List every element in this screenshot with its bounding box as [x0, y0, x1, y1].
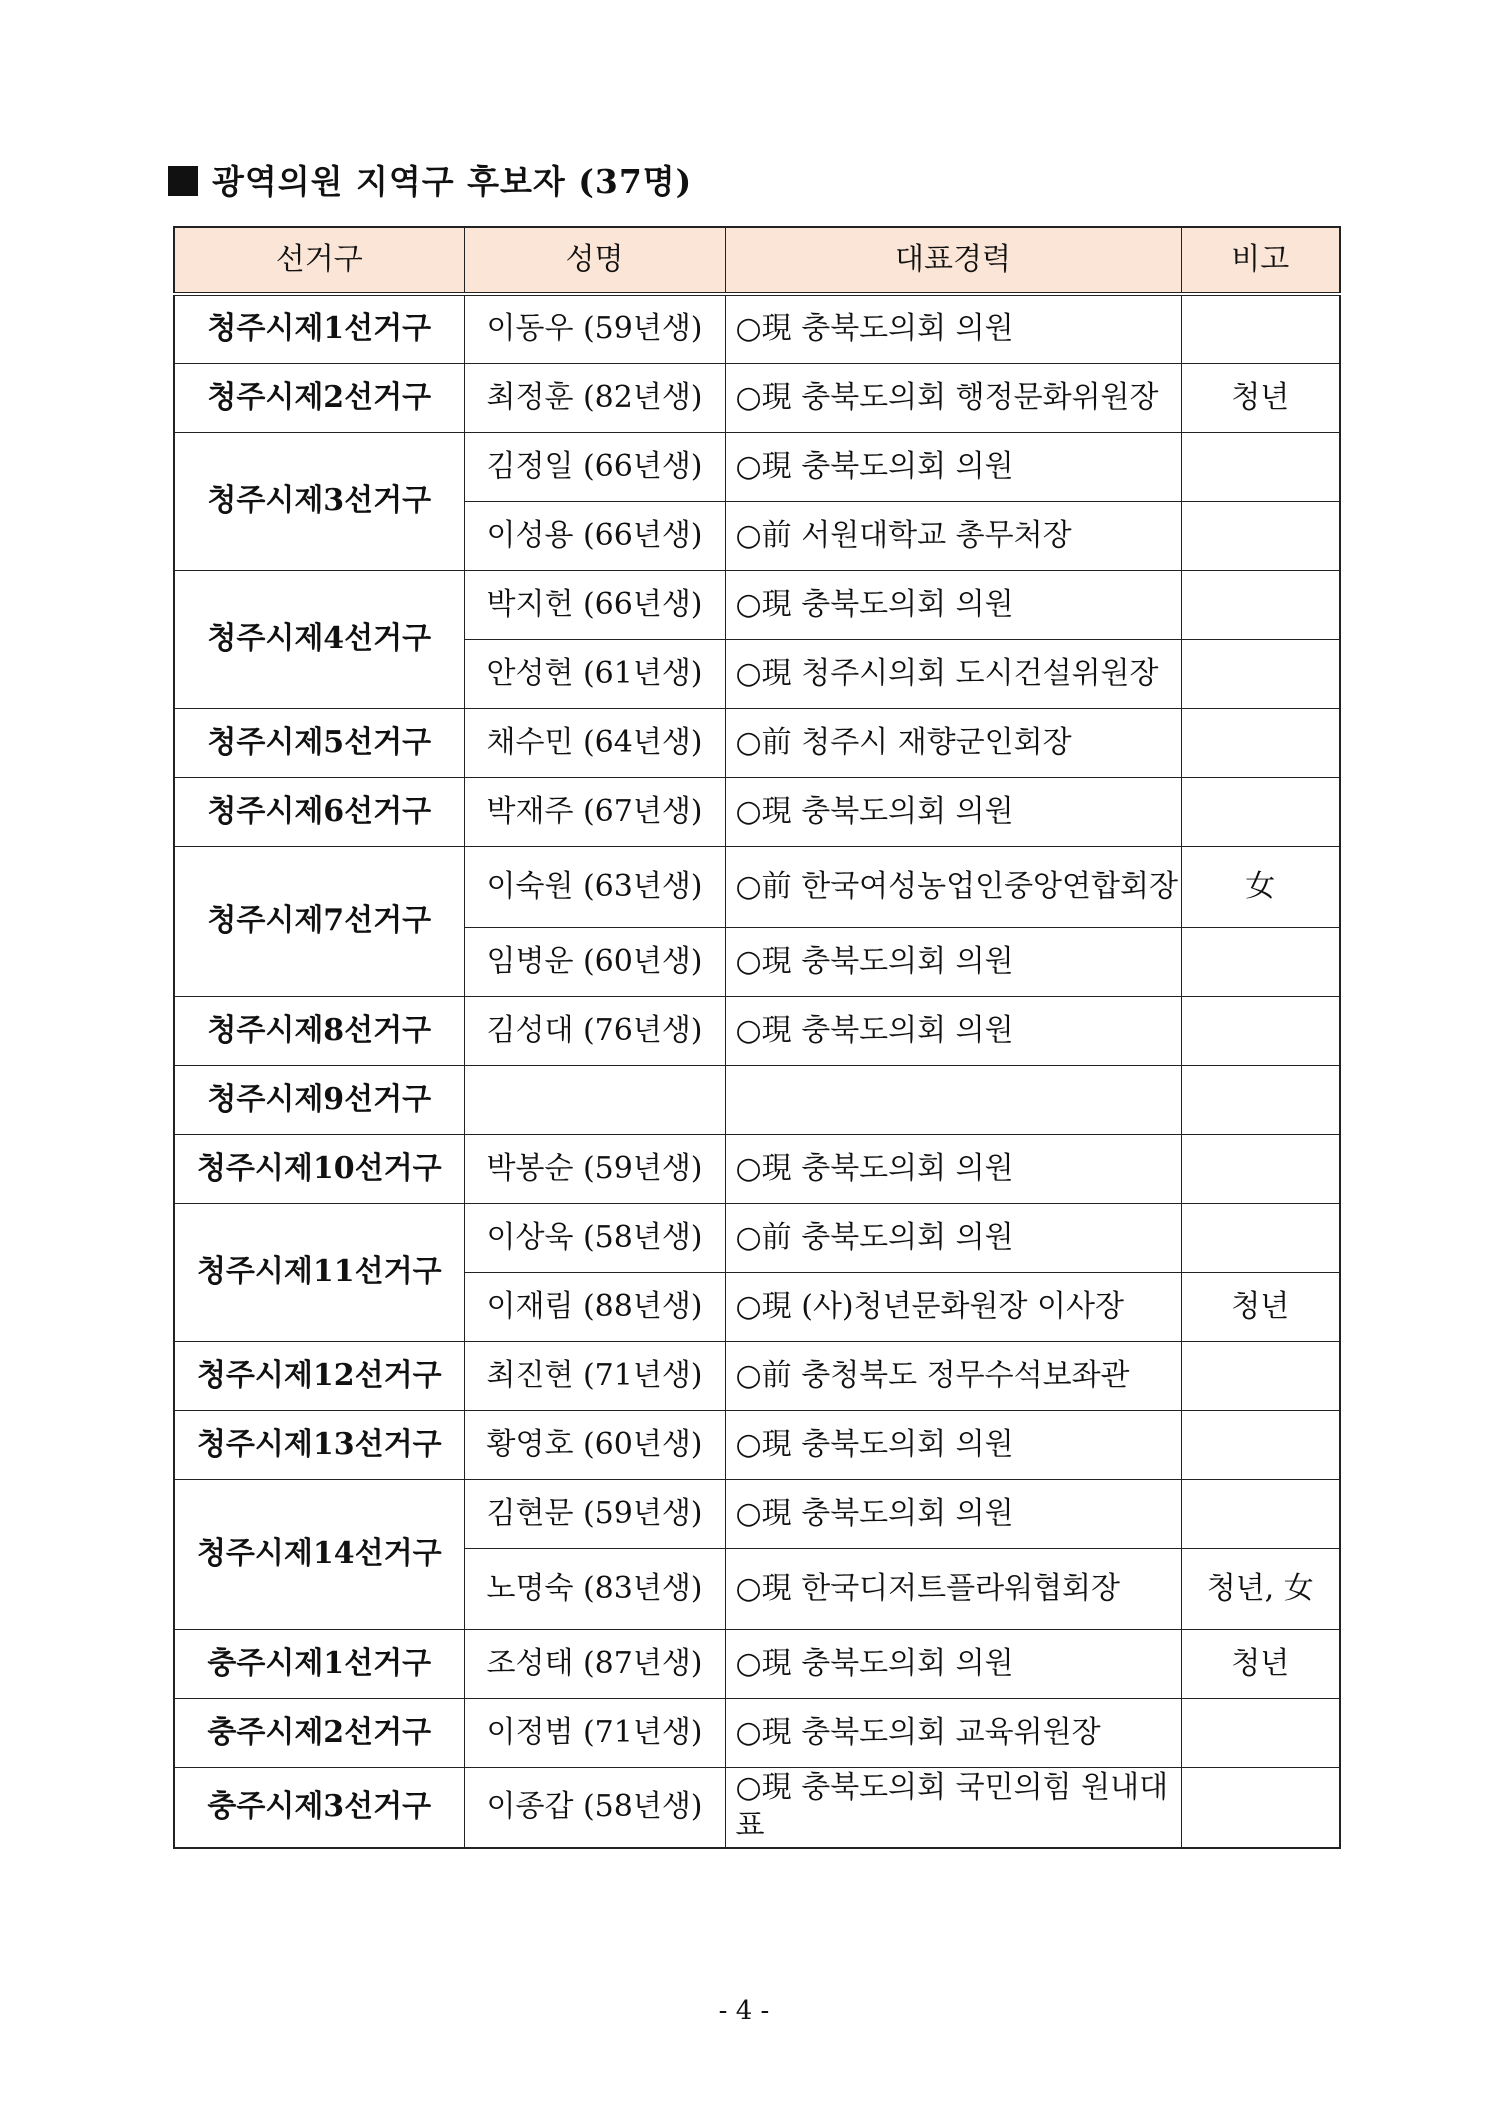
header-name: 성명: [464, 227, 725, 294]
name-cell: 조성태 (87년생): [464, 1629, 725, 1698]
name-cell: 이재림 (88년생): [464, 1272, 725, 1341]
name-cell: [464, 1065, 725, 1134]
note-cell: 청년, 女: [1181, 1548, 1340, 1629]
header-career: 대표경력: [725, 227, 1181, 294]
table-row: [174, 1479, 1340, 1548]
name-cell: 임병운 (60년생): [464, 927, 725, 996]
district-cell: 청주시제8선거구: [174, 996, 464, 1065]
career-cell: ○現 충북도의회 국민의힘 원내대표: [725, 1767, 1181, 1848]
district-cell: 청주시제2선거구: [174, 363, 464, 432]
district-cell: 청주시제14선거구: [174, 1479, 464, 1629]
name-cell: 이숙원 (63년생): [464, 846, 725, 927]
header-district: 선거구: [174, 227, 464, 294]
table-row: [174, 1134, 1340, 1203]
note-cell: [1181, 1341, 1340, 1410]
table-row: [174, 432, 1340, 501]
career-cell: ○現 한국디저트플라워협회장: [725, 1548, 1181, 1629]
table-row: [174, 1629, 1340, 1698]
heading-text: 광역의원 지역구 후보자 (37명): [212, 162, 693, 201]
district-cell: 청주시제6선거구: [174, 777, 464, 846]
note-cell: [1181, 708, 1340, 777]
table-row: [174, 1065, 1340, 1134]
career-cell: ○前 한국여성농업인중앙연합회장: [725, 846, 1181, 927]
table-row: [174, 1341, 1340, 1410]
career-cell: ○現 충북도의회 의원: [725, 996, 1181, 1065]
table-row: [174, 708, 1340, 777]
table-row: [174, 1203, 1340, 1272]
district-cell: 청주시제4선거구: [174, 570, 464, 708]
note-cell: [1181, 501, 1340, 570]
career-cell: ○現 충북도의회 의원: [725, 294, 1181, 363]
district-cell: 충주시제3선거구: [174, 1767, 464, 1848]
table-header-row: [174, 227, 1340, 294]
name-cell: 김성대 (76년생): [464, 996, 725, 1065]
name-cell: 박지헌 (66년생): [464, 570, 725, 639]
name-cell: 황영호 (60년생): [464, 1410, 725, 1479]
career-cell: ○現 충북도의회 의원: [725, 432, 1181, 501]
note-cell: [1181, 294, 1340, 363]
note-cell: [1181, 1065, 1340, 1134]
header-note: 비고: [1181, 227, 1340, 294]
career-cell: ○現 충북도의회 의원: [725, 570, 1181, 639]
black-square-icon: [168, 166, 198, 196]
table-row: [174, 570, 1340, 639]
name-cell: 김현문 (59년생): [464, 1479, 725, 1548]
district-cell: 청주시제7선거구: [174, 846, 464, 996]
table-row: [174, 777, 1340, 846]
career-cell: ○現 충북도의회 의원: [725, 1629, 1181, 1698]
district-cell: 충주시제2선거구: [174, 1698, 464, 1767]
note-cell: [1181, 1698, 1340, 1767]
note-cell: 女: [1181, 846, 1340, 927]
name-cell: 이상욱 (58년생): [464, 1203, 725, 1272]
career-cell: ○前 서원대학교 총무처장: [725, 501, 1181, 570]
name-cell: 노명숙 (83년생): [464, 1548, 725, 1629]
name-cell: 이동우 (59년생): [464, 294, 725, 363]
name-cell: 최진현 (71년생): [464, 1341, 725, 1410]
name-cell: 최정훈 (82년생): [464, 363, 725, 432]
section-heading: [168, 156, 692, 203]
note-cell: 청년: [1181, 1629, 1340, 1698]
career-cell: ○前 충북도의회 의원: [725, 1203, 1181, 1272]
name-cell: 채수민 (64년생): [464, 708, 725, 777]
name-cell: 안성현 (61년생): [464, 639, 725, 708]
note-cell: [1181, 1767, 1340, 1848]
career-cell: ○現 충북도의회 의원: [725, 1134, 1181, 1203]
district-cell: 청주시제1선거구: [174, 294, 464, 363]
district-cell: 청주시제9선거구: [174, 1065, 464, 1134]
note-cell: [1181, 996, 1340, 1065]
district-cell: 청주시제11선거구: [174, 1203, 464, 1341]
note-cell: [1181, 432, 1340, 501]
table-row: [174, 363, 1340, 432]
career-cell: ○現 청주시의회 도시건설위원장: [725, 639, 1181, 708]
district-cell: 청주시제12선거구: [174, 1341, 464, 1410]
name-cell: 이성용 (66년생): [464, 501, 725, 570]
table-row: [174, 846, 1340, 927]
career-cell: ○現 충북도의회 행정문화위원장: [725, 363, 1181, 432]
note-cell: 청년: [1181, 1272, 1340, 1341]
career-cell: ○現 충북도의회 교육위원장: [725, 1698, 1181, 1767]
career-cell: ○現 (사)청년문화원장 이사장: [725, 1272, 1181, 1341]
note-cell: [1181, 1134, 1340, 1203]
district-cell: 청주시제3선거구: [174, 432, 464, 570]
name-cell: 박재주 (67년생): [464, 777, 725, 846]
candidate-table: [173, 226, 1341, 1849]
name-cell: 이정범 (71년생): [464, 1698, 725, 1767]
table-row: [174, 1698, 1340, 1767]
table-row: [174, 294, 1340, 363]
note-cell: [1181, 927, 1340, 996]
note-cell: [1181, 639, 1340, 708]
district-cell: 충주시제1선거구: [174, 1629, 464, 1698]
name-cell: 김정일 (66년생): [464, 432, 725, 501]
table-row: [174, 1767, 1340, 1848]
note-cell: 청년: [1181, 363, 1340, 432]
career-cell: ○現 충북도의회 의원: [725, 1410, 1181, 1479]
career-cell: [725, 1065, 1181, 1134]
note-cell: [1181, 1410, 1340, 1479]
name-cell: 박봉순 (59년생): [464, 1134, 725, 1203]
note-cell: [1181, 1203, 1340, 1272]
district-cell: 청주시제13선거구: [174, 1410, 464, 1479]
note-cell: [1181, 570, 1340, 639]
page-number: - 4 -: [718, 1996, 770, 2026]
career-cell: ○現 충북도의회 의원: [725, 927, 1181, 996]
table-row: [174, 1410, 1340, 1479]
career-cell: ○前 충청북도 정무수석보좌관: [725, 1341, 1181, 1410]
career-cell: ○前 청주시 재향군인회장: [725, 708, 1181, 777]
name-cell: 이종갑 (58년생): [464, 1767, 725, 1848]
note-cell: [1181, 1479, 1340, 1548]
career-cell: ○現 충북도의회 의원: [725, 777, 1181, 846]
career-cell: ○現 충북도의회 의원: [725, 1479, 1181, 1548]
district-cell: 청주시제5선거구: [174, 708, 464, 777]
table-row: [174, 996, 1340, 1065]
note-cell: [1181, 777, 1340, 846]
district-cell: 청주시제10선거구: [174, 1134, 464, 1203]
